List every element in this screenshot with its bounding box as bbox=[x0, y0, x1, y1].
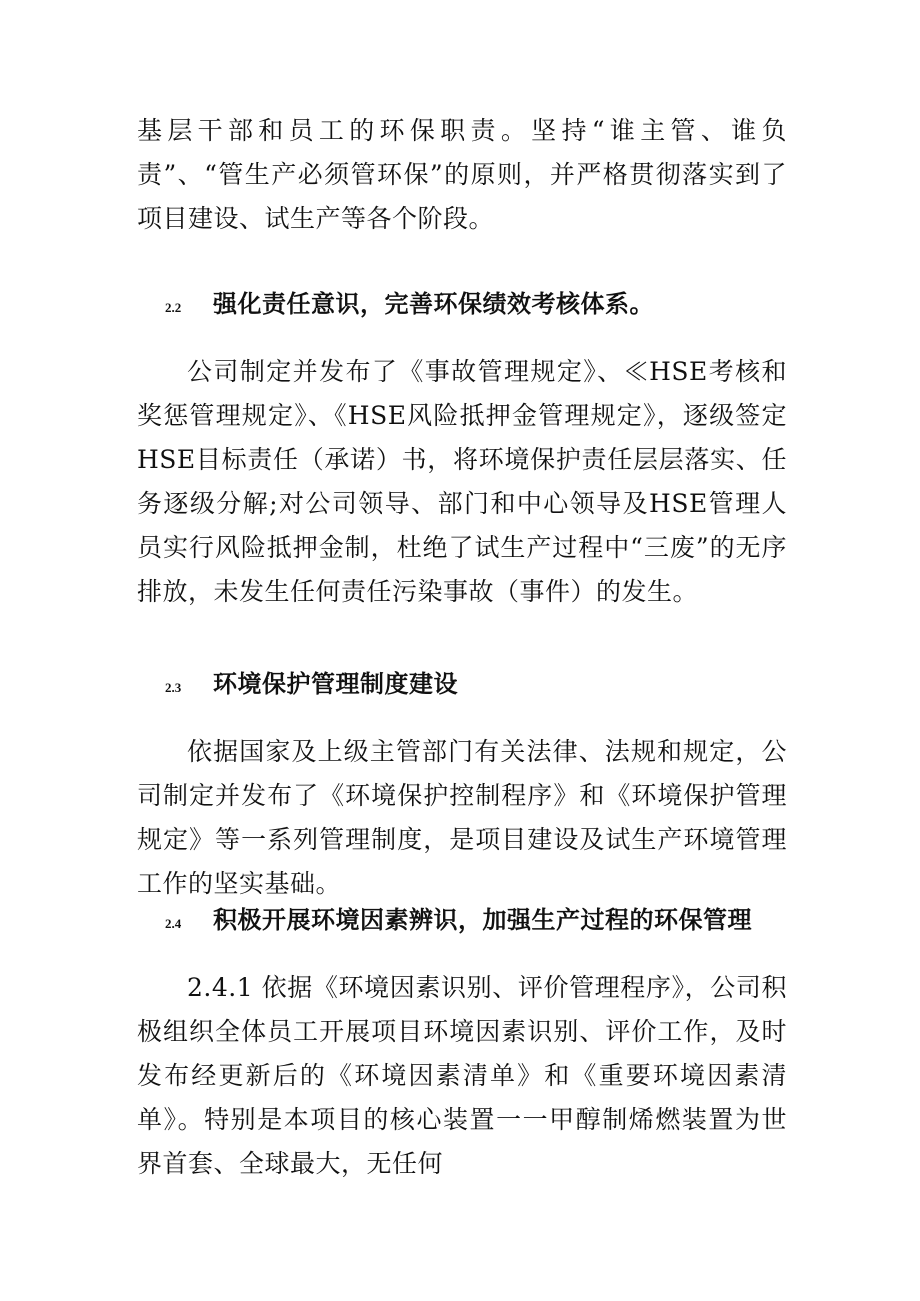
paragraph-environmental-factors: 2.4.1 依据《环境因素识别、评价管理程序》，公司积极组织全体员工开展项目环境因素识别、评价工作，及时发布经更新后的《环境因素清单》和《重要环境因素清单》。特别是本项目的核心装置一一甲醇制烯燃装置为世界首套、全球最大，无任何 bbox=[137, 973, 787, 1178]
section-number: 2.2 bbox=[165, 300, 182, 315]
section-number: 2.3 bbox=[165, 680, 182, 695]
section-heading-2-4 bbox=[137, 898, 787, 942]
section-number: 2.4 bbox=[165, 916, 182, 931]
section-heading-2-2 bbox=[137, 282, 787, 326]
section-title: 强化责任意识，完善环保绩效考核体系。 bbox=[213, 290, 654, 318]
paragraph-hse-regulations: 公司制定并发布了《事故管理规定》、≪HSE考核和奖惩管理规定》、《HSE风险抵押金管理规定》，逐级签定HSE目标责任（承诺）书，将环境保护责任层层落实、任务逐级分解;对公司领导、部门和中心领导及HSE管理人员实行风险抵押金制，杜绝了试生产过程中“三废”的无序排放，未发生任何责任污染事故（事件）的发生。 bbox=[137, 357, 787, 606]
paragraph-responsibility-principle: 基层干部和员工的环保职责。坚持“谁主管、谁负责”、“管生产必须管环保”的原则，并严格贯彻落实到了项目建设、试生产等各个阶段。 bbox=[137, 116, 787, 233]
section-title: 积极开展环境因素辨识，加强生产过程的环保管理 bbox=[213, 906, 752, 934]
section-heading-2-3 bbox=[137, 662, 787, 706]
paragraph-management-system: 依据国家及上级主管部门有关法律、法规和规定，公司制定并发布了《环境保护控制程序》和《环境保护管理规定》等一系列管理制度，是项目建设及试生产环境管理工作的坚实基础。 bbox=[137, 737, 787, 898]
section-title: 环境保护管理制度建设 bbox=[213, 670, 458, 698]
